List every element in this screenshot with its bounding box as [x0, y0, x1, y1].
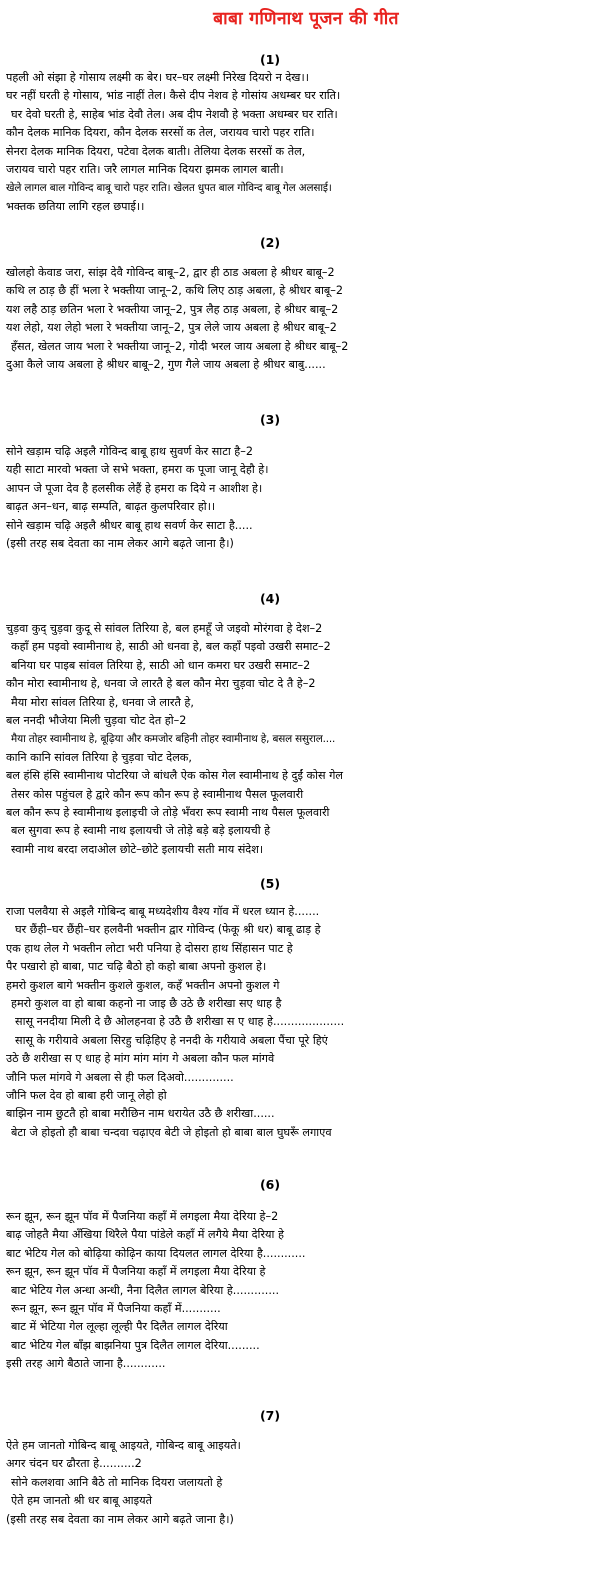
- verse-line: इसी तरह आगे बैठाते जाना है............: [6, 1357, 166, 1371]
- song-section-5: [6, 876, 606, 1142]
- document-title: बाबा गणिनाथ पूजन की गीत: [213, 9, 399, 29]
- verse-line: यही साटा मारवो भक्ता जे सभे भक्ता, हमरा क पूजा जानू देहौ हे।: [6, 463, 269, 477]
- verse-line: खोलहो केवाड जरा, सांझ देवै गोविन्द बाबू–2, द्वार ही ठाड अबला हे श्रीधर बाबू–2: [6, 266, 335, 279]
- verse-line: यश लहै ठाड़ छतिन भला रे भक्तीया जानू–2, पुत्र लैह ठाड़ अबला, हे श्रीधर बाबू–2: [6, 302, 339, 316]
- verse-line: दुआ कैले जाय अबला हे श्रीधर बाबू–2, गुण गैले जाय अबला हे श्रीधर बाबु......: [6, 358, 326, 372]
- verse-line: बल सुगवा रूप हे स्वामी नाथ इलायची जे तोड़े बड़े बड़े इलायची हे: [11, 824, 271, 838]
- verse-line: बल हंसि हंसि स्वामीनाथ पोटरिया जे बांधलै ऐक कोस गेल स्वामीनाथ हे दुईं कोस गेल: [6, 769, 344, 783]
- verse-line: कानि कानि सांवल तिरिया हे चुड़वा चोट देलक,: [6, 750, 192, 764]
- verse-line: स्वामी नाथ बरदा लदाओल छोटे–छोटे इलायची सती माय संदेश।: [11, 842, 264, 856]
- verse-line: बाझिन नाम छुटतै हो बाबा मरौछिन नाम धरायेत उठै छै शरीखा......: [6, 1107, 275, 1121]
- verse-line: जौनि फल देव हो बाबा हरी जानू लेहो हो: [6, 1089, 167, 1103]
- verse-line: रून झून, रून झून पॉव में पैजनिया कहाँ में लगइला मैया देरिया हे: [6, 1265, 266, 1279]
- verse-line: खेले लागल बाल गोविन्द बाबू चारो पहर राति। खेलत धुपत बाल गोविन्द बाबू गेल अलसाई।: [6, 182, 332, 195]
- verse-line: अगर चंदन घर ढौरता हे..........2: [6, 1457, 142, 1471]
- section-number: (1): [259, 52, 281, 67]
- verse-line: उठे छै शरीखा स ए धाह हे मांग मांग मांग गे अबला कौन फल मांगवे: [6, 1052, 275, 1066]
- verse-line: जरायव चारो पहर राति। जरै लागल मानिक दियरा झमक लागल बाती।: [6, 163, 284, 177]
- verse-line: बाट में भेटिया गेल लूल्हा लूल्ही पैर दिलैत लागल देरिया: [11, 1320, 228, 1334]
- section-number: (3): [259, 412, 281, 427]
- verse-line: एक हाथ लेल गे भक्तीन लोटा भरी पनिया हे दोसरा हाथ सिंहासन पाट हे: [6, 941, 293, 955]
- verse-line: (इसी तरह सब देवता का नाम लेकर आगे बढ़ते जाना है।): [6, 1512, 234, 1526]
- section-number: (4): [259, 591, 281, 606]
- verse-line: हँसत, खेलत जाय भला रे भक्तीया जानू–2, गोदी भरल जाय अबला हे श्रीधर बाबू–2: [11, 339, 349, 353]
- verse-line: हमरो कुशल वा हो बाबा कहनो ना जाइ छै उठे छै शरीखा सए धाह है: [11, 997, 282, 1011]
- verse-line: बेटा जे होइतो हौ बाबा चन्दवा चढ़ाएव बेटी जे होइतो हो बाबा बाल घुघरूँ लगाएव: [11, 1125, 332, 1139]
- verse-line: बाट भेटिय गेल अन्धा अन्धी, नैना दिलैत लागल बेरिया हे.............: [11, 1283, 280, 1297]
- verse-line: पैर पखारो हो बाबा, पाट चढ़ि बैठो हो कहो बाबा अपनो कुशल हे।: [6, 960, 267, 974]
- verse-line: बनिया घर पाइब सांवल तिरिया हे, साठी ओ धान कमरा घर उखरी समाट–2: [11, 658, 311, 672]
- verse-line: कौन देलक मानिक दियरा, कौन देलक सरसों क तेल, जरायव चारो पहर राति।: [6, 126, 315, 140]
- verse-line: पहली ओ संझा हे गोसाय लक्ष्मी क बेर। घर–घर लक्ष्मी निरेख दियरो न देख।।: [6, 71, 309, 84]
- verse-line: घर नहीं घरती हे गोसाय, भांड नाहीं तेल। कैसे दीप नेशव हे गोसांय अधम्बर घर राति।: [6, 89, 341, 103]
- song-section-6: [6, 1177, 606, 1374]
- verse-line: बाट भेटिय गेल को बोढ़िया कोढ़िन काया दियलत लागल देरिया है............: [6, 1246, 306, 1260]
- verse-line: कौन मोरा स्वामीनाथ हे, धनवा जे लारतै हे बल कौन मेरा चुड़वा चोट दे तै हे–2: [6, 677, 316, 691]
- verse-line: सासू ननदीया मिली दे छै ओलहनवा हे उठै छै शरीखा स ए धाह हे....................: [15, 1015, 345, 1029]
- verse-line: सोने खड़ाम चढ़ि अइलै गोविन्द बाबू हाथ सुवर्ण केर साटा है–2: [6, 445, 253, 458]
- song-section-4: [6, 591, 606, 859]
- verse-line: बाढ़ जोहतै मैया अँखिया थिरैले पैया पांडेले कहाँ में लगैये मैया देरिया हे: [6, 1228, 284, 1242]
- verse-line: बल ननदी भौजेया मिली चुड़वा चोट देत हो–2: [6, 714, 187, 728]
- verse-line: सेनरा देलक मानिक दियरा, पटेवा देलक बाती। तेलिया देलक सरसों क तेल,: [6, 144, 306, 158]
- verse-line: बाढ़त अन–धन, बाढ़ सम्पति, बाढ़त कुलपरिवार हो।।: [6, 500, 216, 514]
- verse-line: हमरो कुशल बागे भक्तीन कुशले कुशल, कहँ भक्तीन अपनो कुशल गे: [6, 978, 280, 992]
- verse-line: (इसी तरह सब देवता का नाम लेकर आगे बढ़ते जाना है।): [6, 537, 234, 551]
- verse-line: रून झून, रून झून पॉव में पैजनिया कहाँ में लगइला मैया देरिया हे–2: [6, 1210, 279, 1223]
- verse-line: कथि ल ठाड़ छै हीं भला रे भक्तीया जानू–2, कथि लिए ठाड़ अबला, हे श्रीधर बाबू–2: [6, 284, 344, 298]
- verse-line: चुड़वा कुद् चुड़वा कुदू से सांवल तिरिया हे, बल हमहूँ जे जइवो मोरंगवा हे देश–2: [6, 622, 323, 635]
- song-section-1: [6, 52, 606, 216]
- verse-line: मैया मोरा सांवल तिरिया हे, धनवा जे लारतै हे,: [11, 695, 194, 709]
- song-section-7: [6, 1408, 606, 1529]
- verse-line: सासू के गरीयावे अबला सिरहु चढ़िहिए हे ननदी के गरीयावे अबला पैंचा पूरे हिएं: [15, 1033, 328, 1047]
- section-number: (6): [259, 1177, 281, 1192]
- verse-line: भक्तक छतिया लागि रहल छपाई।।: [6, 199, 145, 213]
- verse-line: ऐते हम जानतो श्री धर बाबू आइयते: [11, 1494, 152, 1508]
- verse-line: घर देवो घरती हे, साहेब भांड देवौ तेल। अब दीप नेशवौ हे भक्ता अधम्बर घर राति।: [11, 107, 338, 121]
- section-number: (2): [259, 235, 281, 250]
- verse-line: जौनि फल मांगवे गे अबला से ही फल दिअवो..............: [6, 1070, 234, 1084]
- verse-line: बल कौन रूप हे स्वामीनाथ इलाइची जे तोड़े भँवरा रूप स्वामी नाथ पैसल फूलवारी: [6, 806, 330, 820]
- verse-line: बाट भेटिय गेल बाँझ बाझनिया पुत्र दिलैत लागल देरिया.........: [11, 1338, 260, 1352]
- verse-line: रून झून, रून झून पॉव में पैजनिया कहाँ में...........: [11, 1302, 221, 1316]
- section-number: (7): [259, 1408, 281, 1423]
- verse-line: कहाँ हम पइवो स्वामीनाथ हे, साठी ओ धनवा हे, बल कहाँ पइवो उखरी समाट–2: [11, 640, 331, 654]
- verse-line: मैया तोहर स्वामीनाथ हे, बूढ़िया और कमजोर बहिनी तोहर स्वामीनाथ हे, बसल ससुराल....: [11, 733, 336, 746]
- verse-line: सोने खड़ाम चढ़ि अइलै श्रीधर बाबू हाथ सवर्ण केर साटा है.....: [6, 518, 253, 532]
- verse-line: राजा पलवैया से अइलै गोबिन्द बाबू मध्यदेशीय वैश्य गॉव में धरल ध्यान हे.......: [6, 905, 320, 918]
- verse-line: यश लेहो, यश लेहो भला रे भक्तीया जानू–2, पुत्र लेले जाय अबला हे श्रीधर बाबू–2: [6, 321, 337, 335]
- song-section-2: [6, 235, 606, 374]
- verse-line: घर छैंही–घर छैंही–घर हलवैनी भक्तीन द्वार गोविन्द (फेकू श्री धर) बाबू ढाड़ हे: [15, 923, 321, 937]
- section-number: (5): [259, 876, 281, 891]
- verse-line: आपन जे पूजा देव है हलसीक लेहैं हे हमरा क दिये न आशीश हे।: [6, 481, 263, 495]
- song-section-3: [6, 412, 606, 553]
- verse-line: ऐते हम जानतो गोबिन्द बाबू आइयते, गोबिन्द बाबू आइयते।: [6, 1439, 241, 1452]
- verse-line: सोने कलशवा आनि बैठे तो मानिक दियरा जलायतो हे: [11, 1475, 223, 1489]
- verse-line: तेसर कोस पहुंचल हे द्वारे कौन रूप कौन रूप हे स्वामीनाथ पैसल फूलवारी: [11, 787, 304, 801]
